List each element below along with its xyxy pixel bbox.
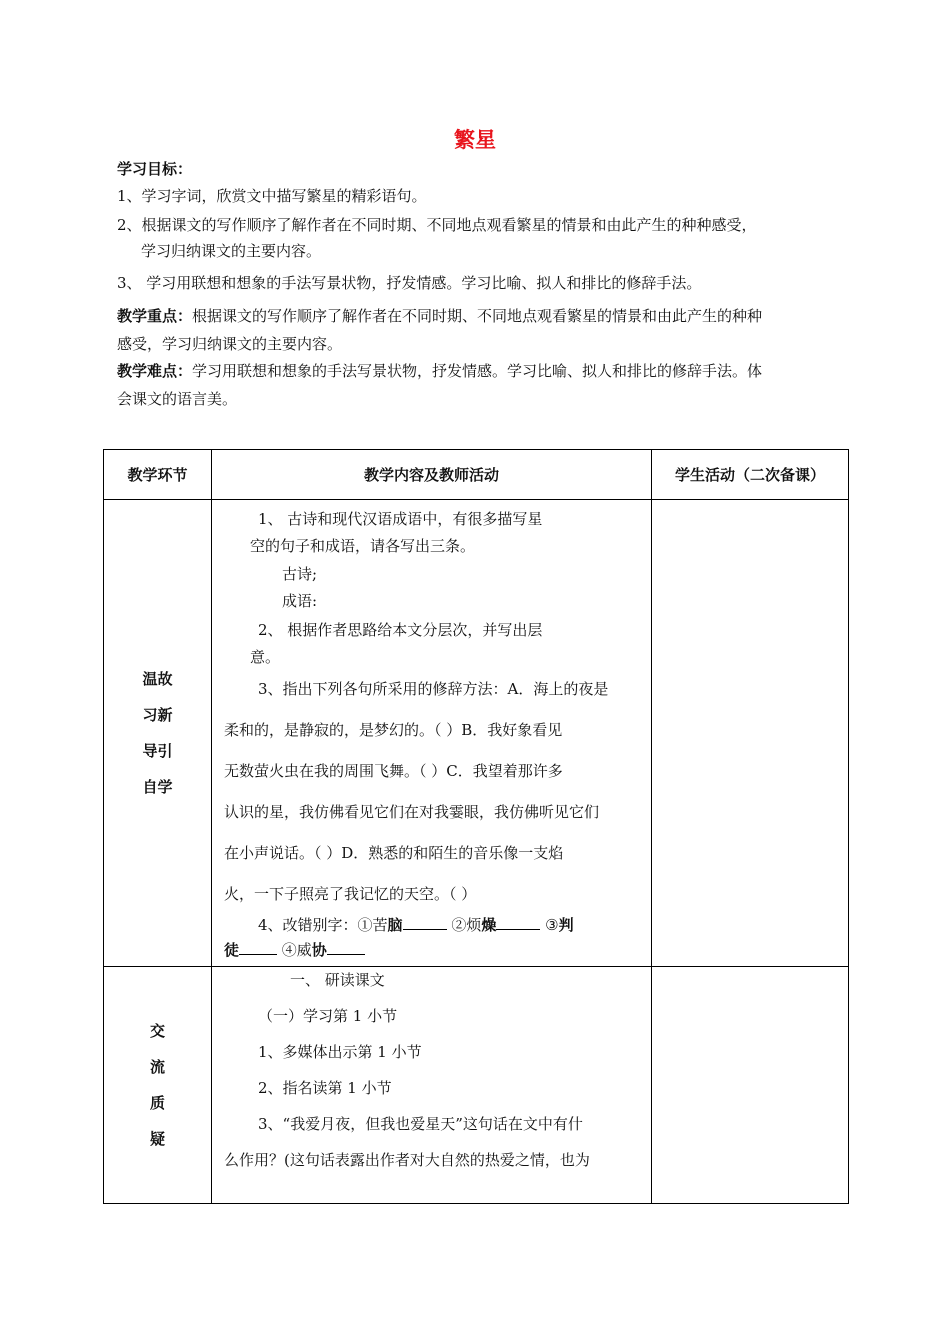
content-line: 2、 根据作者思路给本文分层次，并写出层: [258, 621, 543, 639]
objective-3: 3、 学习用联想和想象的手法写景状物，抒发情感。学习比喻、拟人和排比的修辞手法。: [117, 274, 702, 292]
objective-1: 1、学习字词，欣赏文中描写繁星的精彩语句。: [117, 187, 427, 205]
table-row: [104, 500, 849, 967]
stage-cell: [104, 967, 212, 1204]
table-header-row: [104, 450, 849, 500]
stage-cell: [104, 500, 212, 967]
content-line: 柔和的，是静寂的，是梦幻的。（ ）B．我好象看见: [224, 721, 563, 739]
typo-text: ②烦: [446, 916, 482, 934]
content-line: 成语:: [282, 592, 318, 610]
typo-word: 徒: [224, 941, 240, 959]
content-line: 在小声说话。（ ）D．熟悉的和陌生的音乐像一支焰: [224, 844, 564, 862]
typo-text: ③: [540, 916, 559, 934]
answer-blank: [239, 940, 277, 955]
typo-exercise-line1: [258, 914, 574, 936]
content-line: 1、 古诗和现代汉语成语中，有很多描写星: [258, 510, 543, 528]
header-content: 教学内容及教师活动: [212, 450, 652, 500]
key-point-text: 根据课文的写作顺序了解作者在不同时期、不同地点观看繁星的情景和由此产生的种种: [192, 307, 763, 325]
stage-label: 自学: [142, 778, 173, 796]
student-activity-cell: [652, 500, 849, 967]
student-activity-cell: [652, 967, 849, 1204]
stage-label: 习新: [142, 706, 173, 724]
content-line: 2、指名读第 1 小节: [258, 1079, 392, 1097]
typo-word: 协: [311, 941, 327, 959]
header-student: 学生活动（二次备课）: [652, 450, 849, 500]
content-line: 意。: [250, 648, 281, 666]
answer-blank: [403, 915, 447, 930]
difficulty-line2: 会课文的语言美。: [117, 390, 238, 408]
typo-text: ④威: [277, 941, 312, 959]
key-point: [117, 305, 762, 327]
difficulty: [117, 360, 762, 382]
content-line: 一、 研读课文: [290, 971, 385, 989]
typo-word: 脑: [387, 916, 403, 934]
typo-word: 判: [558, 916, 574, 934]
stage-label: 交: [149, 1022, 165, 1040]
key-point-label: 教学重点：: [117, 307, 193, 325]
typo-word: 燥: [481, 916, 497, 934]
content-line: 3、“我爱月夜，但我也爱星天”这句话在文中有什: [258, 1115, 583, 1133]
objectives-heading: 学习目标：: [117, 160, 193, 178]
stage-label: 流: [149, 1058, 165, 1076]
typo-lead: 4、改错别字：①苦: [258, 916, 388, 934]
table-row: [104, 967, 849, 1204]
difficulty-label: 教学难点：: [117, 362, 193, 380]
content-line: 3、指出下列各句所采用的修辞方法：A．海上的夜是: [258, 680, 609, 698]
content-line: 空的句子和成语，请各写出三条。: [250, 537, 476, 555]
stage-label: 导引: [142, 742, 173, 760]
answer-blank: [496, 915, 540, 930]
objective-2: 2、根据课文的写作顺序了解作者在不同时期、不同地点观看繁星的情景和由此产生的种种感受，: [117, 216, 757, 234]
difficulty-text: 学习用联想和想象的手法写景状物，抒发情感。学习比喻、拟人和排比的修辞手法。体: [192, 362, 763, 380]
key-point-line2: 感受，学习归纳课文的主要内容。: [117, 335, 343, 353]
content-line: 1、多媒体出示第 1 小节: [258, 1043, 422, 1061]
content-line: 无数萤火虫在我的周围飞舞。（ ）C．我望着那许多: [224, 762, 563, 780]
content-cell: [212, 967, 652, 1204]
content-cell: [212, 500, 652, 967]
content-line: 古诗;: [282, 565, 318, 583]
stage-label: 疑: [149, 1130, 165, 1148]
typo-exercise-line2: [224, 939, 365, 961]
content-line: 认识的星，我仿佛看见它们在对我霎眼，我仿佛听见它们: [224, 803, 600, 821]
answer-blank: [327, 940, 365, 955]
content-line: 么作用？(这句话表露出作者对大自然的热爱之情，也为: [224, 1151, 590, 1169]
content-line: （一）学习第 1 小节: [258, 1007, 398, 1025]
stage-label: 质: [149, 1094, 165, 1112]
stage-label: 温故: [142, 670, 173, 688]
content-line: 火，一下子照亮了我记忆的天空。（ ）: [224, 885, 477, 903]
page-title: 繁星: [454, 128, 496, 152]
header-stage: 教学环节: [104, 450, 212, 500]
lesson-plan-table: [103, 449, 849, 1204]
objective-2-continued: 学习归纳课文的主要内容。: [141, 242, 322, 260]
